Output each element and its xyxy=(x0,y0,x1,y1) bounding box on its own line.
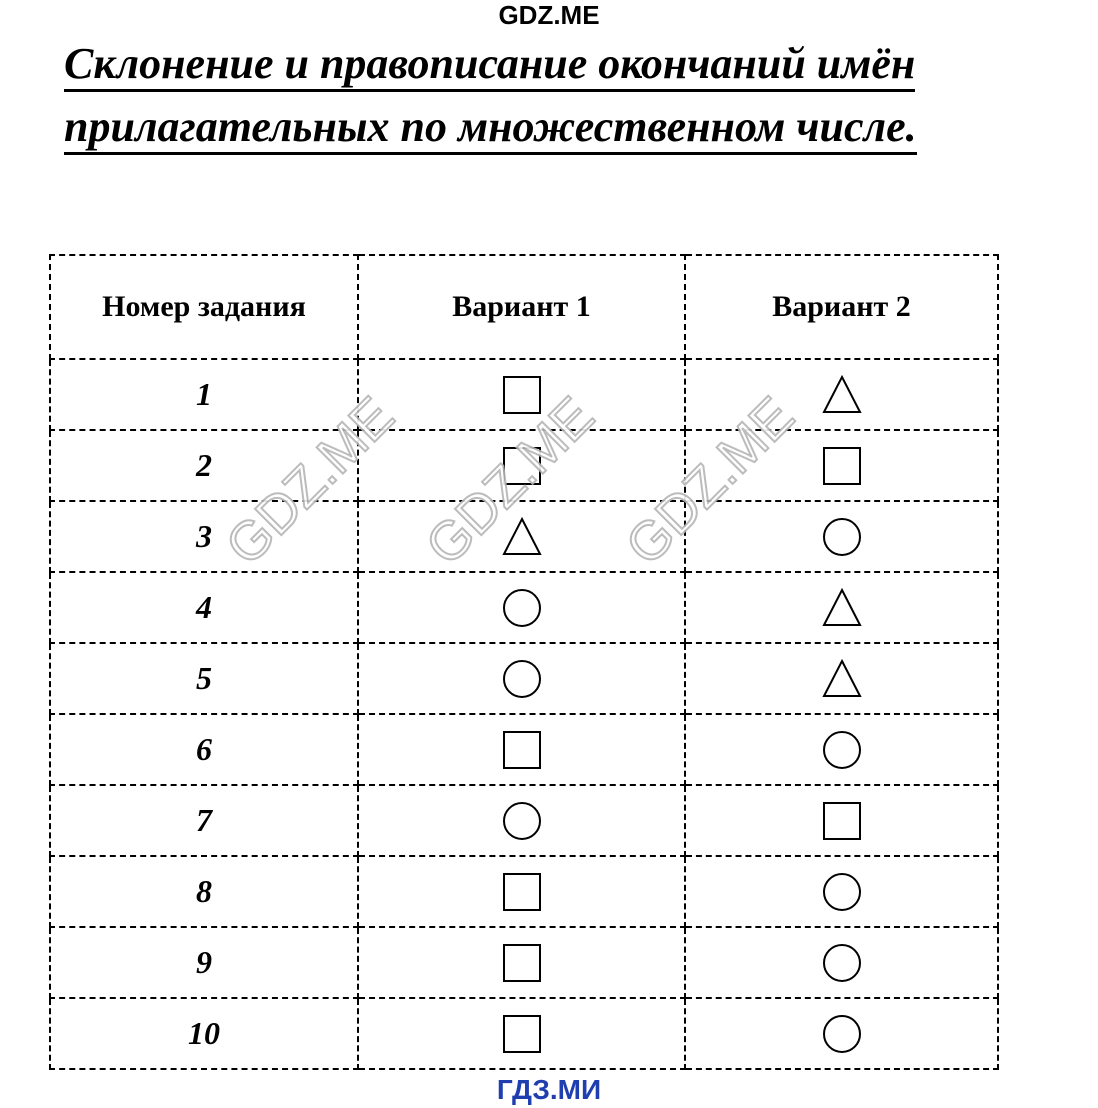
title-line-1: Склонение и правописание окончаний имён xyxy=(64,39,915,92)
table-row xyxy=(50,998,998,1069)
watermark: GDZ.ME xyxy=(214,385,406,577)
variant-1-answer xyxy=(358,430,685,501)
task-number: 7 xyxy=(50,785,358,856)
task-number: 1 xyxy=(50,359,358,430)
task-number: 5 xyxy=(50,643,358,714)
table-row xyxy=(50,927,998,998)
triangle-icon xyxy=(821,587,863,629)
variant-2-answer xyxy=(685,714,998,785)
table-row xyxy=(50,643,998,714)
page-title xyxy=(64,36,1024,155)
variant-2-answer xyxy=(685,359,998,430)
square-icon xyxy=(501,1013,543,1055)
table-row xyxy=(50,856,998,927)
variant-2-answer xyxy=(685,785,998,856)
answer-table xyxy=(49,254,999,1070)
variant-2-answer xyxy=(685,856,998,927)
table-row xyxy=(50,430,998,501)
variant-1-answer xyxy=(358,359,685,430)
variant-1-answer xyxy=(358,785,685,856)
watermark: GDZ.ME xyxy=(414,385,606,577)
square-icon xyxy=(821,445,863,487)
table-row xyxy=(50,501,998,572)
square-icon xyxy=(821,800,863,842)
table-header-row xyxy=(50,255,998,359)
square-icon xyxy=(501,729,543,771)
task-number: 8 xyxy=(50,856,358,927)
triangle-icon xyxy=(821,374,863,416)
table-row xyxy=(50,359,998,430)
variant-1-answer xyxy=(358,643,685,714)
circle-icon xyxy=(821,871,863,913)
table-row xyxy=(50,572,998,643)
variant-1-answer xyxy=(358,572,685,643)
variant-2-answer xyxy=(685,643,998,714)
circle-icon xyxy=(821,1013,863,1055)
task-number: 3 xyxy=(50,501,358,572)
square-icon xyxy=(501,942,543,984)
header-task-number: Номер задания xyxy=(50,255,358,359)
circle-icon xyxy=(501,658,543,700)
header-variant-2: Вариант 2 xyxy=(685,255,998,359)
header-variant-1: Вариант 1 xyxy=(358,255,685,359)
square-icon xyxy=(501,374,543,416)
watermark: GDZ.ME xyxy=(614,385,806,577)
brand-header: GDZ.ME xyxy=(498,0,600,30)
table-row xyxy=(50,714,998,785)
variant-1-answer xyxy=(358,927,685,998)
table-body xyxy=(50,359,998,1069)
task-number: 6 xyxy=(50,714,358,785)
title-line-2: прилагательных по множественном числе. xyxy=(64,102,917,155)
circle-icon xyxy=(501,800,543,842)
task-number: 9 xyxy=(50,927,358,998)
triangle-icon xyxy=(501,516,543,558)
task-number: 10 xyxy=(50,998,358,1069)
square-icon xyxy=(501,871,543,913)
variant-2-answer xyxy=(685,430,998,501)
variant-1-answer xyxy=(358,714,685,785)
task-number: 4 xyxy=(50,572,358,643)
variant-2-answer xyxy=(685,501,998,572)
table-row xyxy=(50,785,998,856)
triangle-icon xyxy=(821,658,863,700)
square-icon xyxy=(501,445,543,487)
variant-2-answer xyxy=(685,572,998,643)
circle-icon xyxy=(501,587,543,629)
variant-2-answer xyxy=(685,927,998,998)
circle-icon xyxy=(821,729,863,771)
variant-1-answer xyxy=(358,998,685,1069)
variant-2-answer xyxy=(685,998,998,1069)
task-number: 2 xyxy=(50,430,358,501)
variant-1-answer xyxy=(358,856,685,927)
variant-1-answer xyxy=(358,501,685,572)
circle-icon xyxy=(821,942,863,984)
circle-icon xyxy=(821,516,863,558)
brand-footer: ГДЗ.МИ xyxy=(496,1074,602,1105)
